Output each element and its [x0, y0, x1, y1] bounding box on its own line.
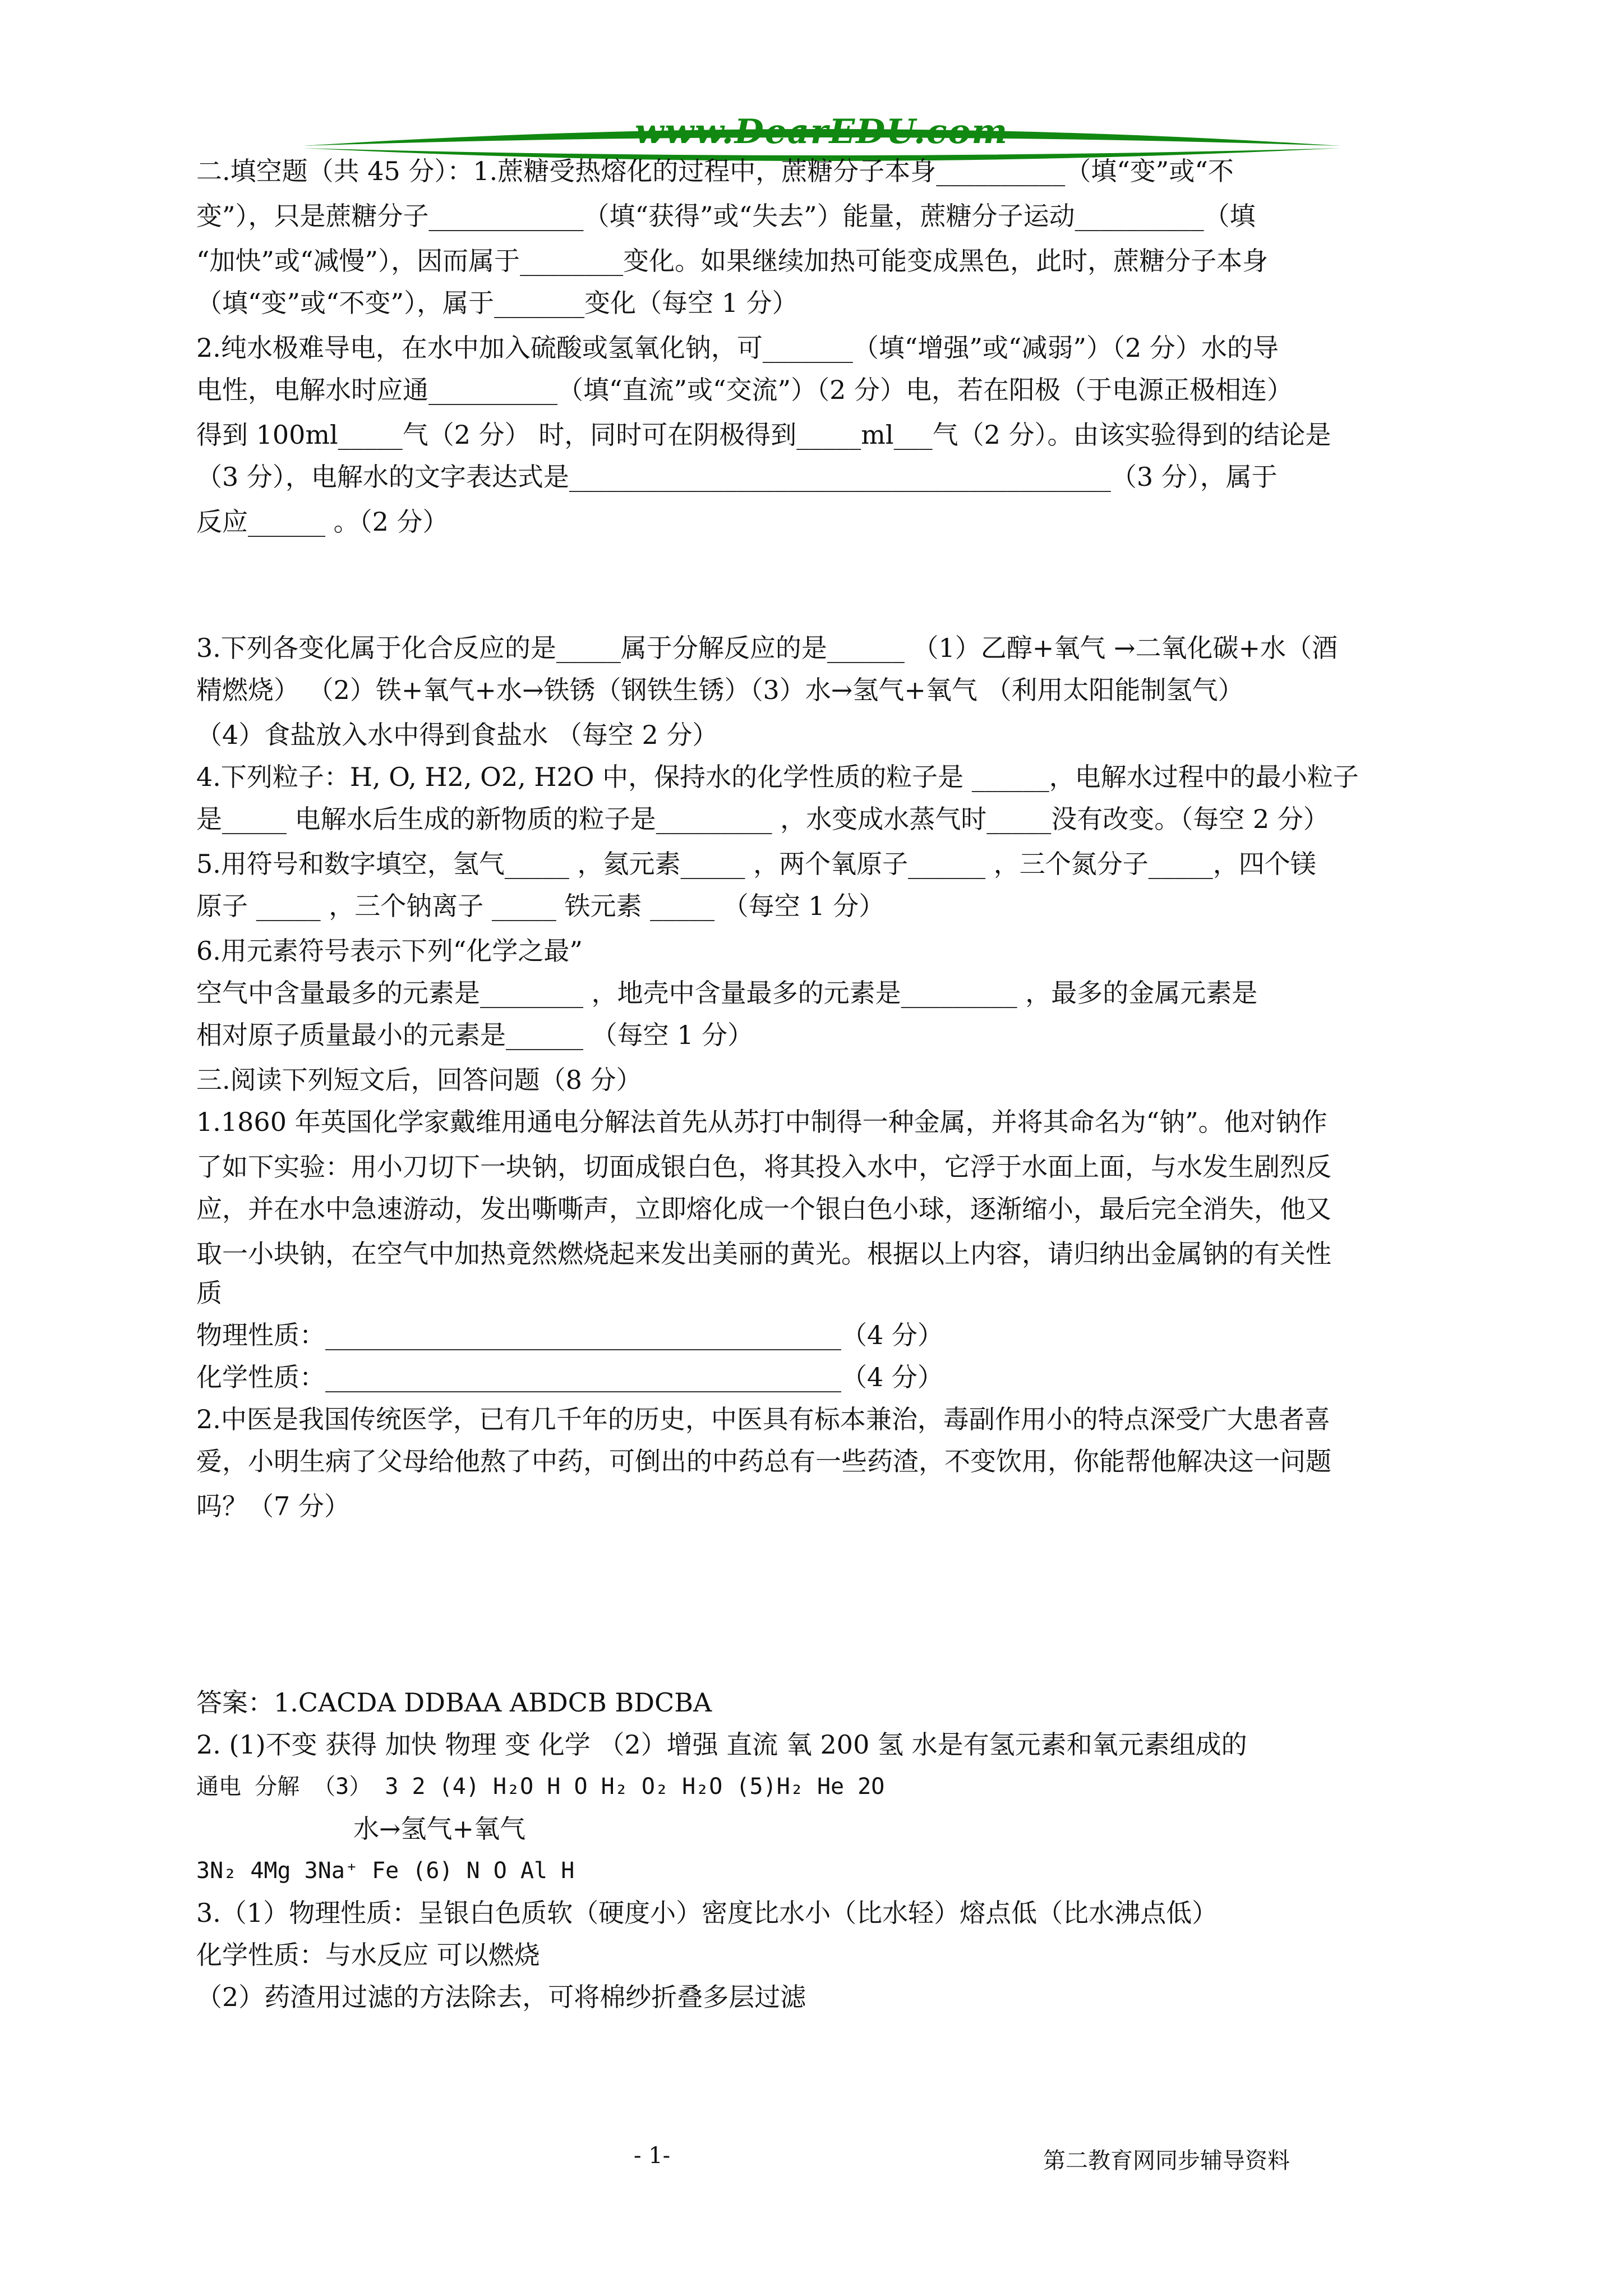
text-line: （填“变”或“不变”），属于_______变化（每空 1 分） [196, 288, 798, 318]
text-line: “加快”或“减慢”），因而属于________变化。如果继续加热可能变成黑色，此时，蔗糖分子本身 [196, 246, 1269, 276]
text-line: 取一小块钠，在空气中加热竟然燃烧起来发出美丽的黄光。根据以上内容，请归纳出金属钠的有关性 [196, 1239, 1331, 1269]
text-line: 化学性质：________________________________________（4 分） [196, 1362, 943, 1392]
text-line: （3 分），电解水的文字表达式是__________________________________________（3 分），属于 [196, 462, 1278, 492]
text-line: 了如下实验：用小刀切下一块钠，切面成银白色，将其投入水中，它浮于水面上面，与水发生剧烈反 [196, 1152, 1331, 1182]
text-line: 5.用符号和数字填空，氢气_____ ，氦元素_____ ，两个氧原子______ ，三个氮分子_____，四个镁 [196, 849, 1316, 879]
text-line: （4）食盐放入水中得到食盐水 （每空 2 分） [196, 720, 718, 750]
text-line: 4.下列粒子：H, O, H2, O2, H2O 中，保持水的化学性质的粒子是 ______，电解水过程中的最小粒子 [196, 762, 1359, 792]
text-line: 相对原子质量最小的元素是______ （每空 1 分） [196, 1020, 754, 1050]
text-line: 原子 _____ ，三个钠离子 _____ 铁元素 _____ （每空 1 分） [196, 891, 885, 921]
answer-line: （2）药渣用过滤的方法除去，可将棉纱折叠多层过滤 [196, 1982, 806, 2012]
answer-line: 3N₂ 4Mg 3Na⁺ Fe (6) N O Al H [196, 1858, 575, 1884]
text-line: 是_____ 电解水后生成的新物质的粒子是_________ ，水变成水蒸气时_____没有改变。（每空 2 分） [196, 804, 1329, 834]
text-line: 空气中含量最多的元素是________ ，地壳中含量最多的元素是_________ ，最多的金属元素是 [196, 978, 1258, 1008]
text-line: 2.纯水极难导电，在水中加入硫酸或氢氧化钠，可_______（填“增强”或“减弱”）（2 分）水的导 [196, 333, 1279, 363]
text-line: 二.填空题（共 45 分）：1.蔗糖受热熔化的过程中，蔗糖分子本身__________（填“变”或“不 [196, 156, 1234, 186]
answer-line: 通电 分解 （3） 3 2 (4) H₂O H O H₂ O₂ H₂O (5)H₂ He 2O [196, 1774, 885, 1800]
page-number: - 1- [634, 2143, 671, 2169]
text-line: 爱，小明生病了父母给他熬了中药，可倒出的中药总有一些药渣，不变饮用，你能帮他解决这一问题 [196, 1446, 1331, 1476]
answer-line: 答案：1.CACDA DDBAA ABDCB BDCBA [196, 1687, 712, 1718]
text-line: 应，并在水中急速游动，发出嘶嘶声，立即熔化成一个银白色小球，逐渐缩小，最后完全消失，他又 [196, 1194, 1331, 1224]
text-line: 1.1860 年英国化学家戴维用通电分解法首先从苏打中制得一种金属，并将其命名为“钠”。他对钠作 [196, 1107, 1327, 1137]
text-line: 2.中医是我国传统医学，已有几千年的历史，中医具有标本兼治，毒副作用小的特点深受广大患者喜 [196, 1404, 1330, 1434]
answer-line: 化学性质：与水反应 可以燃烧 [196, 1940, 540, 1970]
answer-line: 2. (1)不变 获得 加快 物理 变 化学 （2）增强 直流 氧 200 氢 水是有氢元素和氧元素组成的 [196, 1729, 1247, 1760]
answer-line: 水→氢气+氧气 [353, 1814, 526, 1844]
text-line: 变”），只是蔗糖分子____________（填“获得”或“失去”）能量，蔗糖分子运动__________（填 [196, 201, 1256, 231]
text-line: 吗？（7 分） [196, 1491, 350, 1521]
text-line: 反应______ 。（2 分） [196, 507, 449, 537]
text-line: 质 [196, 1278, 222, 1308]
text-line: 三.阅读下列短文后，回答问题（8 分） [196, 1065, 642, 1095]
text-line: 物理性质：________________________________________（4 分） [196, 1320, 943, 1350]
text-line: 精燃烧） （2）铁+氧气+水→铁锈（钢铁生锈）（3）水→氢气+氧气 （利用太阳能制氢气） [196, 675, 1244, 705]
logo-text: www.DearEDU.com [634, 112, 1008, 151]
text-line: 电性，电解水时应通__________（填“直流”或“交流”）（2 分）电，若在阳极（于电源正极相连） [196, 375, 1293, 405]
footer-source: 第二教育网同步辅导资料 [1043, 2148, 1290, 2174]
text-line: 6.用元素符号表示下列“化学之最” [196, 936, 583, 966]
text-line: 得到 100ml_____气（2 分） 时，同时可在阴极得到_____ml___气（2 分）。由该实验得到的结论是 [196, 420, 1331, 450]
answer-line: 3.（1）物理性质：呈银白色质软（硬度小）密度比水小（比水轻）熔点低（比水沸点低） [196, 1898, 1218, 1928]
text-line: 3.下列各变化属于化合反应的是_____属于分解反应的是______ （1）乙醇+氧气 →二氧化碳+水（酒 [196, 633, 1338, 663]
